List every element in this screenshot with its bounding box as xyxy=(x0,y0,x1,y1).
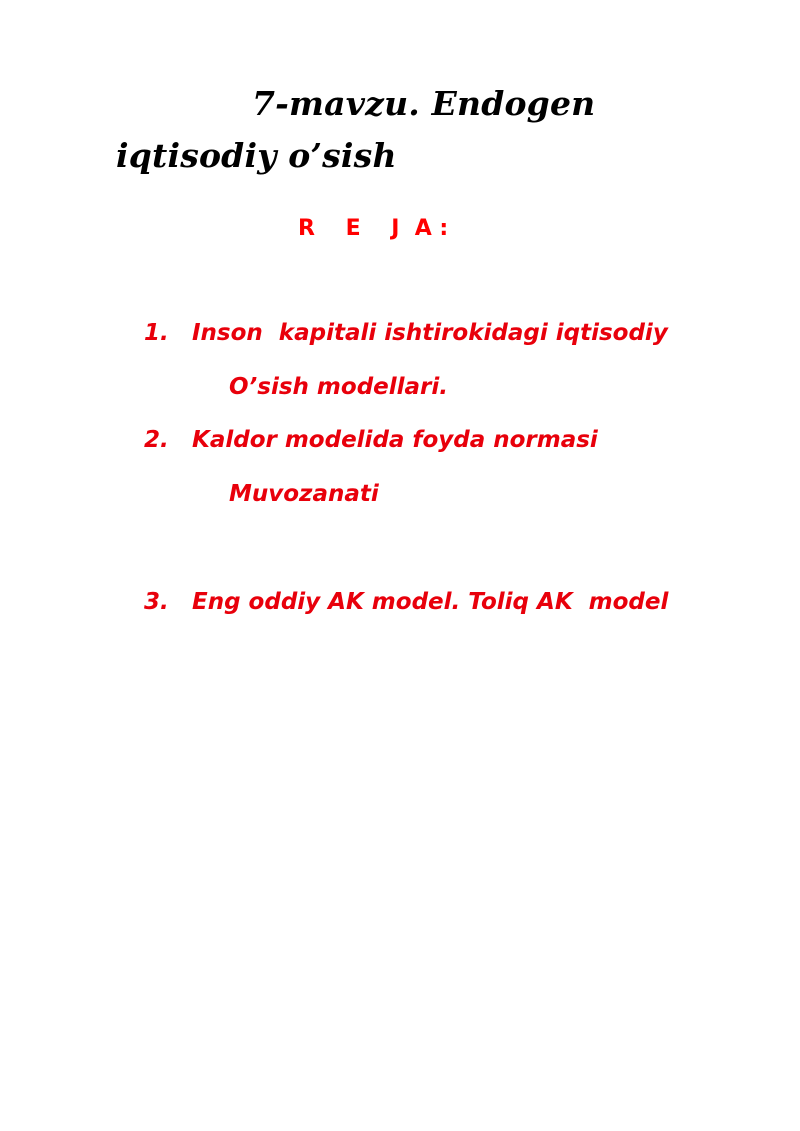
plan-heading: R E J A : xyxy=(298,216,449,241)
plan-item-number: 1. xyxy=(144,320,169,346)
plan-item-text: Eng oddiy AK model. Toliq AK model xyxy=(192,589,669,615)
page-title-line-1: 7-mavzu. Endogen xyxy=(252,84,596,123)
plan-item-text: Kaldor modelida foyda normasi xyxy=(192,427,598,453)
plan-item-text: Inson kapitali ishtirokidagi iqtisodiy xyxy=(192,320,668,346)
page-title-line-2: iqtisodiy o’sish xyxy=(116,136,397,175)
plan-item-number: 2. xyxy=(144,427,169,453)
plan-item-continuation: Muvozanati xyxy=(229,481,379,507)
plan-item-continuation: O’sish modellari. xyxy=(229,374,449,400)
plan-item-number: 3. xyxy=(144,589,169,615)
